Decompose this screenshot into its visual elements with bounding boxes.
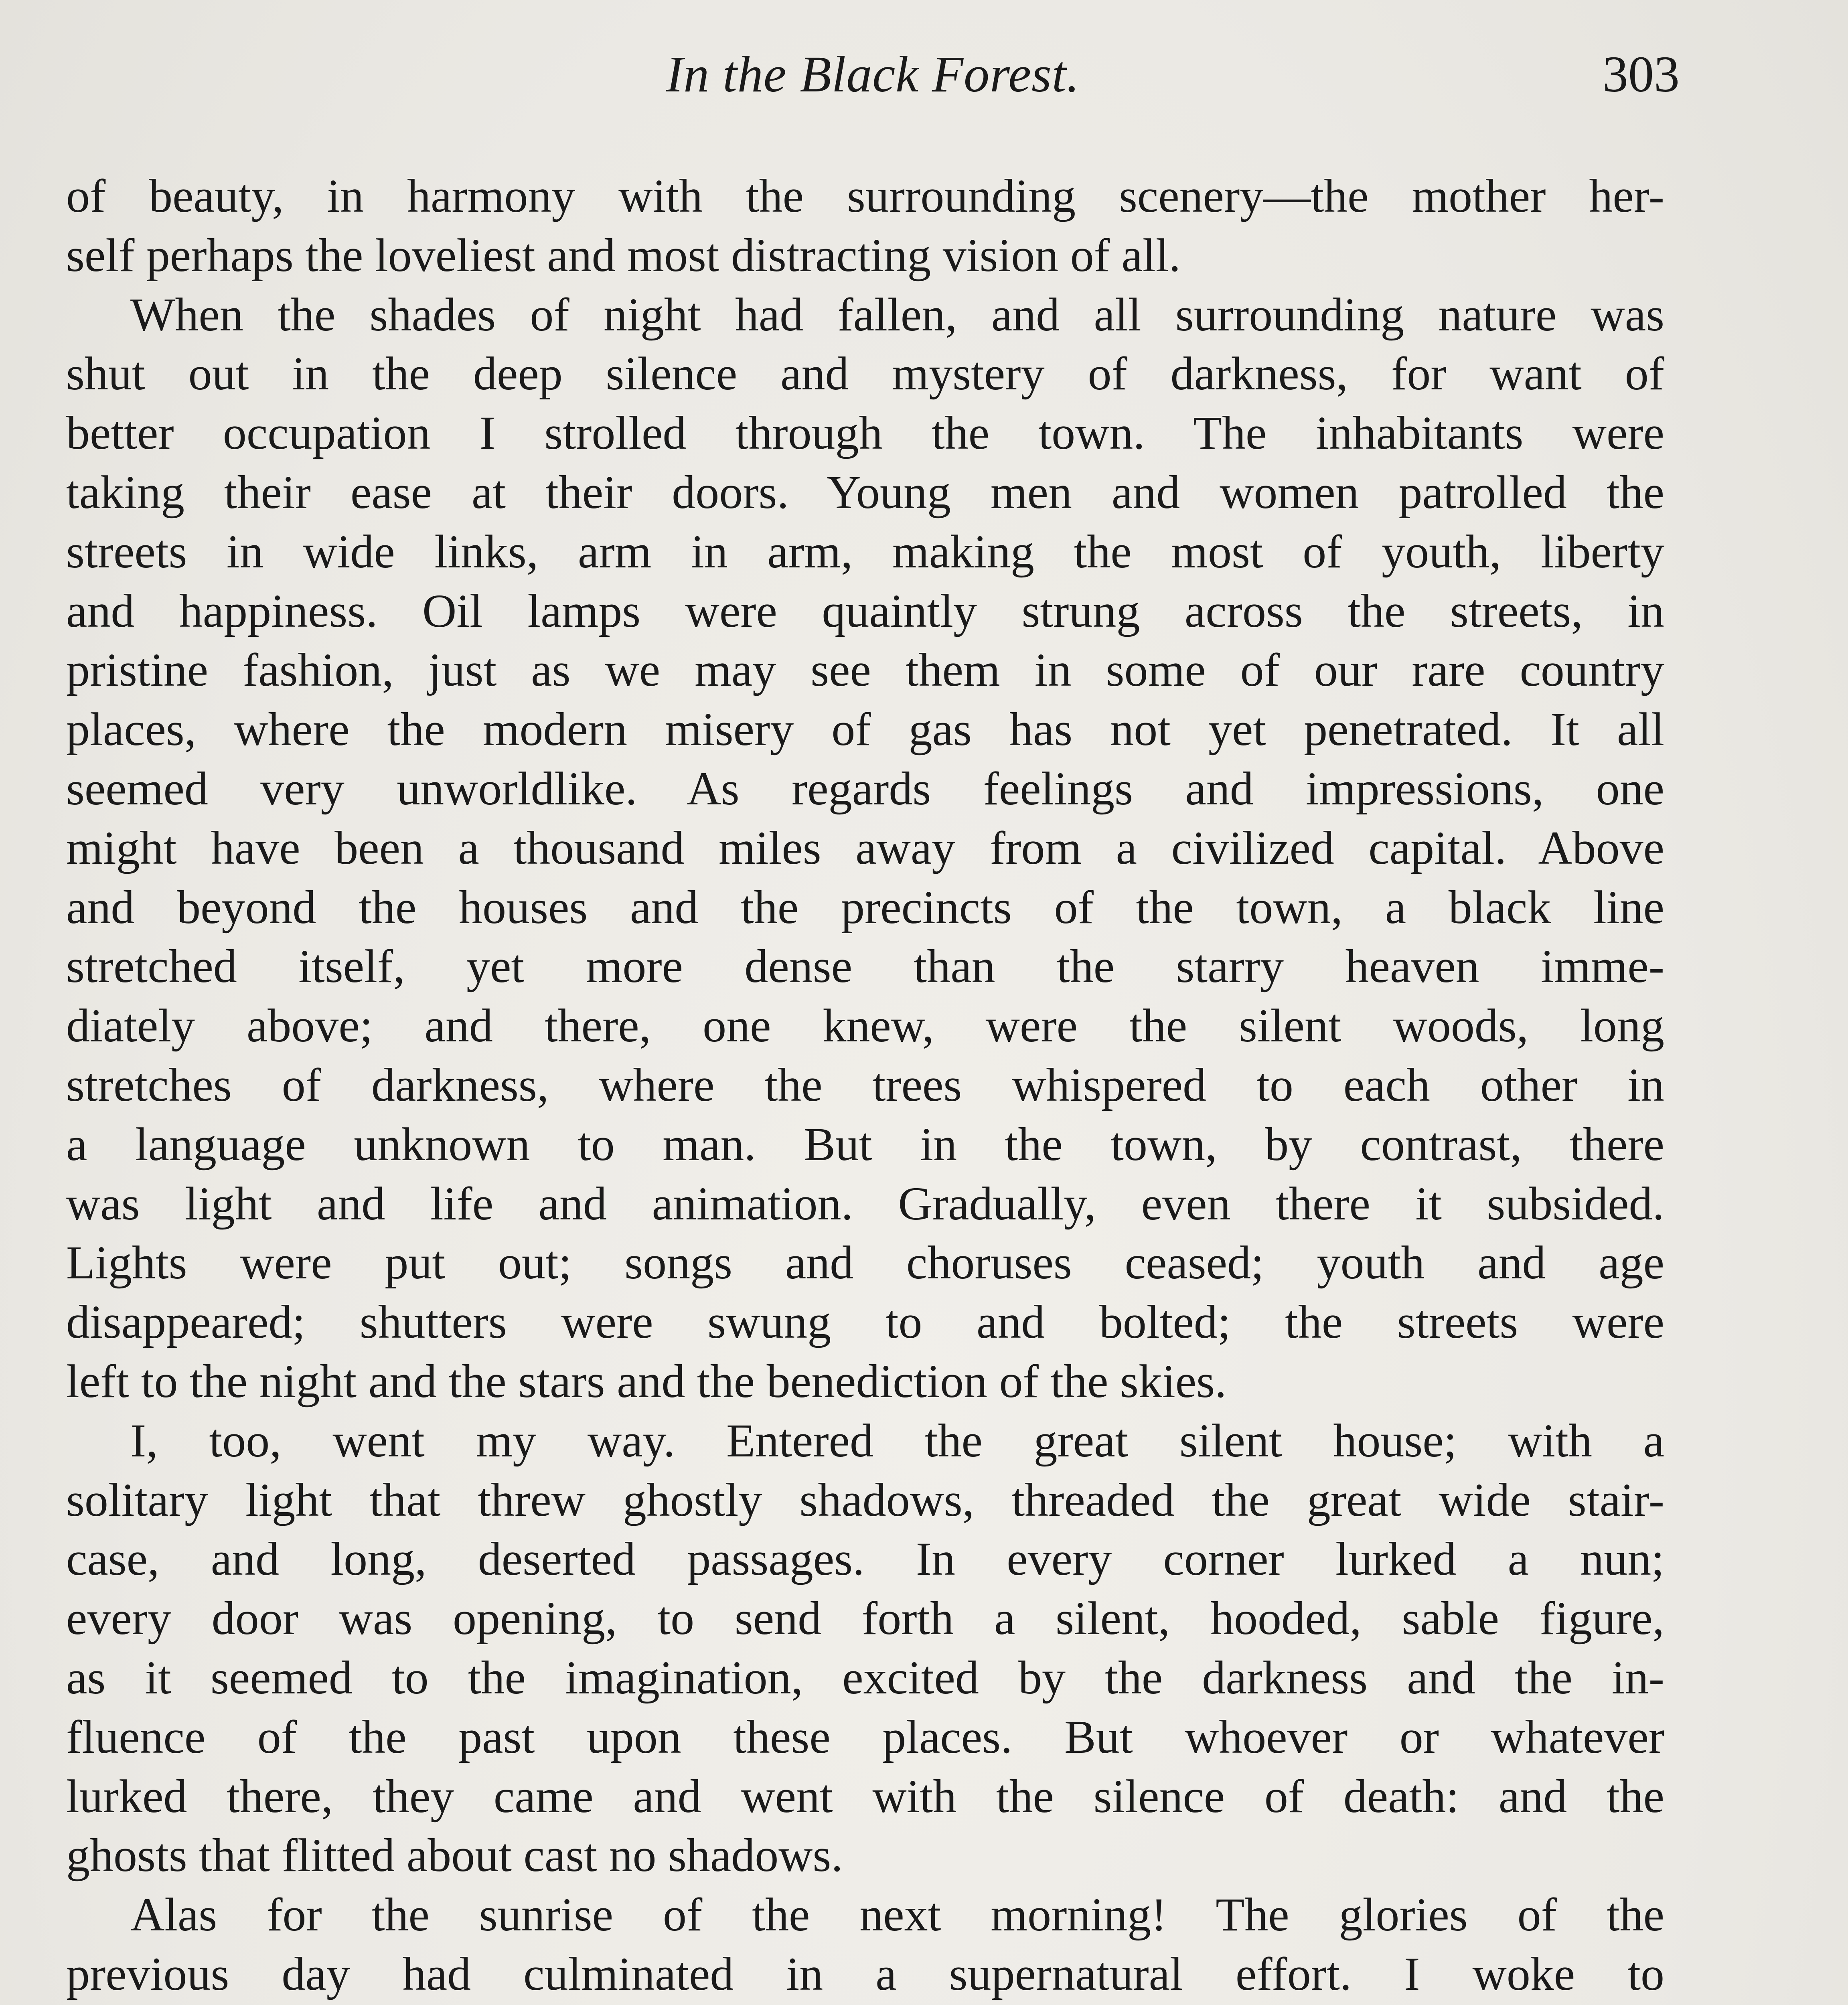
text-line: was light and life and animation. Gradually, even there it subsided.: [66, 1177, 1664, 1230]
text-line: left to the night and the stars and the benediction of the skies.: [66, 1355, 1227, 1408]
text-line: might have been a thousand miles away from a civilized capital. Above: [66, 821, 1664, 874]
text-line: a language unknown to man. But in the town, by contrast, there: [66, 1118, 1664, 1171]
text-line: of beauty, in harmony with the surrounding scenery—the mother her-: [66, 170, 1664, 222]
text-line: self perhaps the loveliest and most distracting vision of all.: [66, 229, 1181, 282]
text-line: solitary light that threw ghostly shadows, threaded the great wide stair-: [66, 1473, 1664, 1526]
text-line: pristine fashion, just as we may see them in some of our rare country: [66, 644, 1664, 697]
text-line: taking their ease at their doors. Young men and women patrolled the: [66, 466, 1664, 518]
text-line: Alas for the sunrise of the next morning! The glories of the: [130, 1888, 1664, 1941]
text-line: and beyond the houses and the precincts of the town, a black line: [66, 881, 1664, 934]
body-text: [66, 166, 1664, 2005]
text-line: as it seemed to the imagination, excited by the darkness and the in-: [66, 1651, 1664, 1704]
text-line: lurked there, they came and went with the silence of death: and the: [66, 1770, 1664, 1823]
page-number: 303: [1603, 46, 1680, 103]
text-line: I, too, went my way. Entered the great silent house; with a: [130, 1414, 1664, 1467]
text-line: stretched itself, yet more dense than the starry heaven imme-: [66, 940, 1664, 993]
text-line: previous day had culminated in a supernatural effort. I woke to: [66, 1947, 1664, 2000]
text-line: When the shades of night had fallen, and all surrounding nature was: [130, 288, 1664, 341]
text-line: fluence of the past upon these places. But whoever or whatever: [66, 1710, 1664, 1763]
text-line: ghosts that flitted about cast no shadows.: [66, 1829, 843, 1882]
text-line: stretches of darkness, where the trees whispered to each other in: [66, 1058, 1664, 1111]
page-header: [66, 46, 1680, 102]
text-line: and happiness. Oil lamps were quaintly strung across the streets, in: [66, 584, 1664, 637]
text-line: shut out in the deep silence and mystery of darkness, for want of: [66, 347, 1664, 400]
text-line: streets in wide links, arm in arm, making the most of youth, liberty: [66, 525, 1664, 578]
text-line: disappeared; shutters were swung to and bolted; the streets were: [66, 1296, 1664, 1349]
text-line: Lights were put out; songs and choruses ceased; youth and age: [66, 1236, 1664, 1289]
text-line: places, where the modern misery of gas has not yet penetrated. It all: [66, 703, 1664, 756]
text-line: diately above; and there, one knew, were the silent woods, long: [66, 999, 1664, 1052]
text-line: seemed very unworldlike. As regards feelings and impressions, one: [66, 762, 1664, 815]
text-line: case, and long, deserted passages. In every corner lurked a nun;: [66, 1533, 1664, 1586]
text-line: every door was opening, to send forth a silent, hooded, sable figure,: [66, 1592, 1664, 1645]
running-title: In the Black Forest.: [666, 46, 1080, 103]
text-line: better occupation I strolled through the town. The inhabitants were: [66, 407, 1664, 460]
